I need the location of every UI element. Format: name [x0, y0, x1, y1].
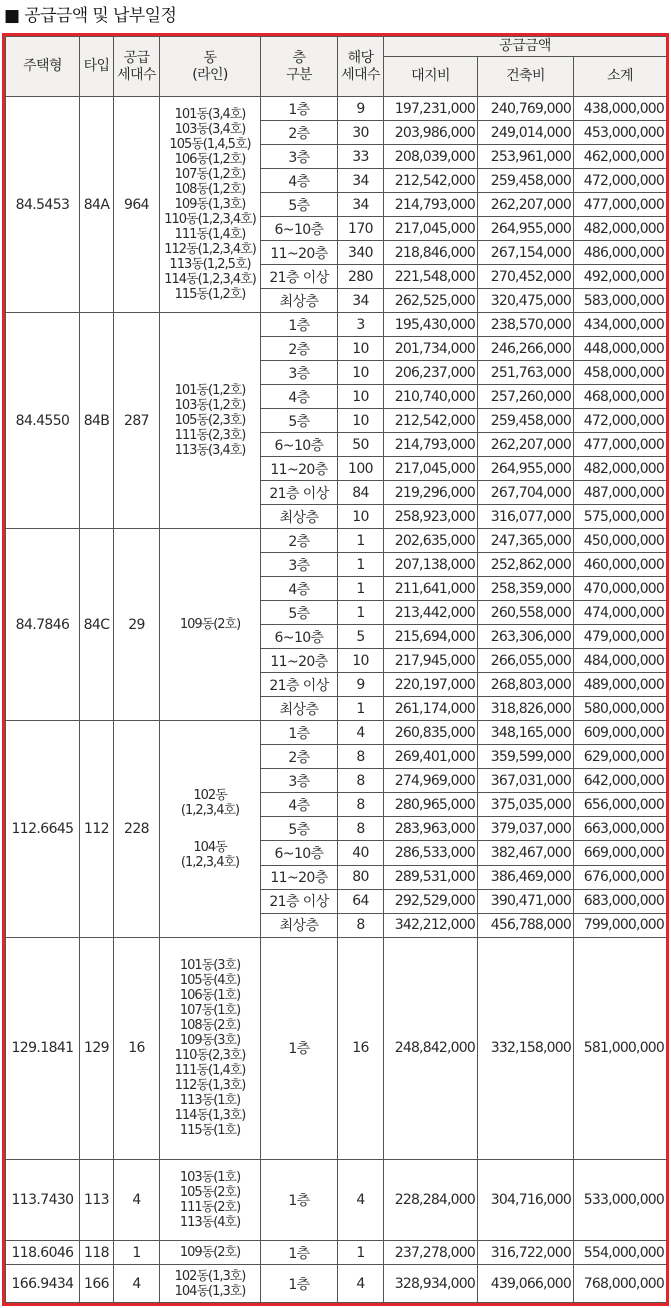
type-cell: 84C [80, 529, 114, 721]
supply-households-cell: 228 [114, 721, 160, 937]
floor-group-cell: 4층 [261, 385, 338, 409]
construction-cost-cell: 251,763,000 [478, 361, 574, 385]
floor-group-cell: 4층 [261, 169, 338, 193]
building-line-entry: 114동(1,3호) [174, 1108, 246, 1124]
floor-group-cell: 21층 이상 [261, 889, 338, 913]
floor-group-cell: 4층 [261, 577, 338, 601]
floor-group-cell: 1층 [261, 1241, 338, 1265]
building-line-entry: 109동(2호) [179, 617, 241, 633]
construction-cost-cell: 240,769,000 [478, 97, 574, 121]
applicable-households-cell: 34 [338, 169, 384, 193]
building-line-entry: 113동(1호) [179, 1093, 241, 1109]
construction-cost-cell: 262,207,000 [478, 193, 574, 217]
applicable-households-cell: 8 [338, 793, 384, 817]
land-cost-cell: 262,525,000 [384, 289, 478, 313]
construction-cost-cell: 367,031,000 [478, 769, 574, 793]
applicable-households-cell: 16 [338, 937, 384, 1160]
building-line-entry: 109동(1,3호) [174, 197, 246, 213]
building-line-entry: 105동(1,4,5호) [169, 137, 251, 153]
floor-group-cell: 2층 [261, 529, 338, 553]
subtotal-cell: 477,000,000 [574, 433, 667, 457]
subtotal-cell: 575,000,000 [574, 505, 667, 529]
construction-cost-cell: 264,955,000 [478, 457, 574, 481]
land-cost-cell: 207,138,000 [384, 553, 478, 577]
building-line-cell [160, 97, 261, 313]
construction-cost-cell: 264,955,000 [478, 217, 574, 241]
header-supply-amount: 공급금액 [384, 37, 667, 57]
building-line-entry: 109동(2호) [179, 1245, 241, 1261]
applicable-households-cell: 10 [338, 361, 384, 385]
header-building-line: 동 (라인) [160, 37, 261, 97]
land-cost-cell: 217,045,000 [384, 217, 478, 241]
construction-cost-cell: 318,826,000 [478, 697, 574, 721]
table-row [6, 1265, 667, 1303]
building-line-entry: 109동(3호) [179, 1033, 241, 1049]
construction-cost-cell: 246,266,000 [478, 337, 574, 361]
building-line-entry: 102동 [193, 787, 227, 803]
supply-households-cell: 29 [114, 529, 160, 721]
subtotal-cell: 676,000,000 [574, 865, 667, 889]
floor-group-cell: 1층 [261, 1265, 338, 1303]
floor-group-cell: 6~10층 [261, 433, 338, 457]
construction-cost-cell: 238,570,000 [478, 313, 574, 337]
applicable-households-cell: 10 [338, 649, 384, 673]
supply-households-cell: 1 [114, 1241, 160, 1265]
land-cost-cell: 211,641,000 [384, 577, 478, 601]
floor-group-cell: 2층 [261, 337, 338, 361]
applicable-households-cell: 64 [338, 889, 384, 913]
subtotal-cell: 642,000,000 [574, 769, 667, 793]
building-line-cell [160, 721, 261, 937]
applicable-households-cell: 30 [338, 121, 384, 145]
area-cell: 84.7846 [6, 529, 80, 721]
building-line-cell [160, 937, 261, 1160]
land-cost-cell: 286,533,000 [384, 841, 478, 865]
area-cell: 84.4550 [6, 313, 80, 529]
construction-cost-cell: 316,722,000 [478, 1241, 574, 1265]
applicable-households-cell: 1 [338, 529, 384, 553]
area-cell: 113.7430 [6, 1160, 80, 1241]
header-housing-type: 주택형 [6, 37, 80, 97]
applicable-households-cell: 1 [338, 577, 384, 601]
building-line-cell [160, 1265, 261, 1303]
subtotal-cell: 583,000,000 [574, 289, 667, 313]
floor-group-cell: 11~20층 [261, 865, 338, 889]
floor-group-cell: 6~10층 [261, 217, 338, 241]
floor-group-cell: 11~20층 [261, 457, 338, 481]
applicable-households-cell: 4 [338, 721, 384, 745]
table-body [6, 97, 667, 1303]
applicable-households-cell: 33 [338, 145, 384, 169]
floor-group-cell: 2층 [261, 745, 338, 769]
building-line-cell [160, 1160, 261, 1241]
applicable-households-cell: 170 [338, 217, 384, 241]
floor-group-cell: 6~10층 [261, 841, 338, 865]
construction-cost-cell: 320,475,000 [478, 289, 574, 313]
applicable-households-cell: 1 [338, 1241, 384, 1265]
subtotal-cell: 482,000,000 [574, 217, 667, 241]
construction-cost-cell: 259,458,000 [478, 169, 574, 193]
floor-group-cell: 5층 [261, 601, 338, 625]
building-line-entry: 111동(2,3호) [174, 428, 246, 444]
building-line-entry: 113동(3,4호) [174, 443, 246, 459]
construction-cost-cell: 268,803,000 [478, 673, 574, 697]
applicable-households-cell: 10 [338, 385, 384, 409]
floor-group-cell: 3층 [261, 361, 338, 385]
area-cell: 84.5453 [6, 97, 80, 313]
floor-group-cell: 3층 [261, 769, 338, 793]
land-cost-cell: 260,835,000 [384, 721, 478, 745]
building-line-entry: 104동(1,3호) [174, 1283, 246, 1299]
subtotal-cell: 479,000,000 [574, 625, 667, 649]
subtotal-cell: 799,000,000 [574, 913, 667, 937]
construction-cost-cell: 262,207,000 [478, 433, 574, 457]
supply-households-cell: 287 [114, 313, 160, 529]
subtotal-cell: 484,000,000 [574, 649, 667, 673]
supply-price-table-frame [2, 33, 669, 1306]
applicable-households-cell: 4 [338, 1160, 384, 1241]
type-cell: 113 [80, 1160, 114, 1241]
building-line-entry: 103동(3,4호) [174, 122, 246, 138]
type-cell: 84A [80, 97, 114, 313]
land-cost-cell: 217,045,000 [384, 457, 478, 481]
applicable-households-cell: 9 [338, 97, 384, 121]
applicable-households-cell: 8 [338, 745, 384, 769]
land-cost-cell: 202,635,000 [384, 529, 478, 553]
subtotal-cell: 669,000,000 [574, 841, 667, 865]
subtotal-cell: 489,000,000 [574, 673, 667, 697]
applicable-households-cell: 10 [338, 505, 384, 529]
floor-group-cell: 5층 [261, 193, 338, 217]
construction-cost-cell: 257,260,000 [478, 385, 574, 409]
floor-group-cell: 11~20층 [261, 241, 338, 265]
table-row [6, 97, 667, 121]
table-row [6, 937, 667, 1160]
subtotal-cell: 629,000,000 [574, 745, 667, 769]
floor-group-cell: 1층 [261, 721, 338, 745]
building-line-entry: 105동(4호) [179, 973, 241, 989]
floor-group-cell: 1층 [261, 1160, 338, 1241]
floor-group-cell: 최상층 [261, 697, 338, 721]
header-construction-cost: 건축비 [478, 57, 574, 97]
land-cost-cell: 197,231,000 [384, 97, 478, 121]
construction-cost-cell: 267,704,000 [478, 481, 574, 505]
building-line-cell [160, 313, 261, 529]
floor-group-cell: 2층 [261, 121, 338, 145]
applicable-households-cell: 50 [338, 433, 384, 457]
floor-group-cell: 1층 [261, 97, 338, 121]
building-line-entry: 105동(2호) [179, 1185, 241, 1201]
building-line-entry: 112동(1,3호) [174, 1078, 246, 1094]
land-cost-cell: 219,296,000 [384, 481, 478, 505]
subtotal-cell: 533,000,000 [574, 1160, 667, 1241]
floor-group-cell: 최상층 [261, 913, 338, 937]
construction-cost-cell: 267,154,000 [478, 241, 574, 265]
construction-cost-cell: 456,788,000 [478, 913, 574, 937]
land-cost-cell: 195,430,000 [384, 313, 478, 337]
applicable-households-cell: 8 [338, 913, 384, 937]
land-cost-cell: 210,740,000 [384, 385, 478, 409]
building-line-entry: 110동(2,3호) [174, 1048, 246, 1064]
applicable-households-cell: 80 [338, 865, 384, 889]
applicable-households-cell: 340 [338, 241, 384, 265]
applicable-households-cell: 8 [338, 817, 384, 841]
table-row [6, 721, 667, 745]
subtotal-cell: 458,000,000 [574, 361, 667, 385]
applicable-households-cell: 10 [338, 337, 384, 361]
land-cost-cell: 283,963,000 [384, 817, 478, 841]
supply-households-cell: 4 [114, 1160, 160, 1241]
subtotal-cell: 460,000,000 [574, 553, 667, 577]
construction-cost-cell: 359,599,000 [478, 745, 574, 769]
construction-cost-cell: 266,055,000 [478, 649, 574, 673]
subtotal-cell: 487,000,000 [574, 481, 667, 505]
building-line-entry: 106동(1호) [179, 988, 241, 1004]
land-cost-cell: 212,542,000 [384, 409, 478, 433]
building-line-entry: 101동(3호) [179, 958, 241, 974]
building-line-entry: 111동(1,4호) [174, 227, 246, 243]
land-cost-cell: 292,529,000 [384, 889, 478, 913]
area-cell: 166.9434 [6, 1265, 80, 1303]
applicable-households-cell: 34 [338, 193, 384, 217]
floor-group-cell: 6~10층 [261, 625, 338, 649]
area-cell: 112.6645 [6, 721, 80, 937]
land-cost-cell: 228,284,000 [384, 1160, 478, 1241]
subtotal-cell: 470,000,000 [574, 577, 667, 601]
subtotal-cell: 477,000,000 [574, 193, 667, 217]
land-cost-cell: 328,934,000 [384, 1265, 478, 1303]
applicable-households-cell: 100 [338, 457, 384, 481]
land-cost-cell: 221,548,000 [384, 265, 478, 289]
header-subtotal: 소계 [574, 57, 667, 97]
building-line-entry: 112동(1,2,3,4호) [164, 242, 256, 258]
construction-cost-cell: 249,014,000 [478, 121, 574, 145]
header-supply-households: 공급 세대수 [114, 37, 160, 97]
header-land-cost: 대지비 [384, 57, 478, 97]
land-cost-cell: 201,734,000 [384, 337, 478, 361]
subtotal-cell: 663,000,000 [574, 817, 667, 841]
subtotal-cell: 581,000,000 [574, 937, 667, 1160]
construction-cost-cell: 382,467,000 [478, 841, 574, 865]
construction-cost-cell: 247,365,000 [478, 529, 574, 553]
construction-cost-cell: 439,066,000 [478, 1265, 574, 1303]
floor-group-cell: 5층 [261, 409, 338, 433]
land-cost-cell: 206,237,000 [384, 361, 478, 385]
construction-cost-cell: 253,961,000 [478, 145, 574, 169]
applicable-households-cell: 4 [338, 1265, 384, 1303]
subtotal-cell: 768,000,000 [574, 1265, 667, 1303]
building-line-entry: 113동(1,2,5호) [169, 257, 251, 273]
type-cell: 129 [80, 937, 114, 1160]
construction-cost-cell: 332,158,000 [478, 937, 574, 1160]
subtotal-cell: 438,000,000 [574, 97, 667, 121]
building-line-entry: 102동(1,3호) [174, 1268, 246, 1284]
subtotal-cell: 609,000,000 [574, 721, 667, 745]
construction-cost-cell: 304,716,000 [478, 1160, 574, 1241]
applicable-households-cell: 10 [338, 409, 384, 433]
subtotal-cell: 472,000,000 [574, 409, 667, 433]
building-line-entry: 107동(1호) [179, 1003, 241, 1019]
type-cell: 112 [80, 721, 114, 937]
floor-group-cell: 최상층 [261, 289, 338, 313]
land-cost-cell: 203,986,000 [384, 121, 478, 145]
header-type: 타입 [80, 37, 114, 97]
applicable-households-cell: 9 [338, 673, 384, 697]
subtotal-cell: 434,000,000 [574, 313, 667, 337]
subtotal-cell: 492,000,000 [574, 265, 667, 289]
subtotal-cell: 474,000,000 [574, 601, 667, 625]
construction-cost-cell: 259,458,000 [478, 409, 574, 433]
building-line-cell [160, 1241, 261, 1265]
subtotal-cell: 450,000,000 [574, 529, 667, 553]
applicable-households-cell: 8 [338, 769, 384, 793]
land-cost-cell: 208,039,000 [384, 145, 478, 169]
supply-households-cell: 16 [114, 937, 160, 1160]
building-line-entry: 106동(1,2호) [174, 152, 246, 168]
land-cost-cell: 214,793,000 [384, 433, 478, 457]
subtotal-cell: 486,000,000 [574, 241, 667, 265]
subtotal-cell: 554,000,000 [574, 1241, 667, 1265]
building-line-entry: 111동(2호) [179, 1200, 241, 1216]
table-row [6, 1160, 667, 1241]
type-cell: 118 [80, 1241, 114, 1265]
land-cost-cell: 342,212,000 [384, 913, 478, 937]
subtotal-cell: 683,000,000 [574, 889, 667, 913]
subtotal-cell: 656,000,000 [574, 793, 667, 817]
type-cell: 84B [80, 313, 114, 529]
area-cell: 129.1841 [6, 937, 80, 1160]
table-row [6, 529, 667, 553]
applicable-households-cell: 84 [338, 481, 384, 505]
building-line-entry: 114동(1,2,3,4호) [164, 272, 256, 288]
construction-cost-cell: 375,035,000 [478, 793, 574, 817]
building-line-entry: 113동(4호) [179, 1215, 241, 1231]
floor-group-cell: 5층 [261, 817, 338, 841]
building-line-entry: 107동(1,2호) [174, 167, 246, 183]
land-cost-cell: 248,842,000 [384, 937, 478, 1160]
construction-cost-cell: 263,306,000 [478, 625, 574, 649]
construction-cost-cell: 386,469,000 [478, 865, 574, 889]
land-cost-cell: 237,278,000 [384, 1241, 478, 1265]
building-line-entry: 103동(1호) [179, 1170, 241, 1186]
applicable-households-cell: 5 [338, 625, 384, 649]
building-line-entry: 101동(1,2호) [174, 383, 246, 399]
applicable-households-cell: 3 [338, 313, 384, 337]
land-cost-cell: 280,965,000 [384, 793, 478, 817]
page-title: ■ 공급금액 및 납부일정 [4, 6, 177, 26]
subtotal-cell: 482,000,000 [574, 457, 667, 481]
construction-cost-cell: 348,165,000 [478, 721, 574, 745]
supply-households-cell: 4 [114, 1265, 160, 1303]
subtotal-cell: 472,000,000 [574, 169, 667, 193]
building-line-entry: 110동(1,2,3,4호) [164, 212, 256, 228]
land-cost-cell: 220,197,000 [384, 673, 478, 697]
area-cell: 118.6046 [6, 1241, 80, 1265]
table-row [6, 313, 667, 337]
construction-cost-cell: 258,359,000 [478, 577, 574, 601]
supply-price-table [5, 36, 667, 1303]
land-cost-cell: 274,969,000 [384, 769, 478, 793]
building-line-entry: 105동(2,3호) [174, 413, 246, 429]
subtotal-cell: 468,000,000 [574, 385, 667, 409]
table-header [6, 37, 667, 97]
applicable-households-cell: 1 [338, 601, 384, 625]
header-floor-group: 층 구분 [261, 37, 338, 97]
applicable-households-cell: 34 [338, 289, 384, 313]
floor-group-cell: 21층 이상 [261, 481, 338, 505]
construction-cost-cell: 379,037,000 [478, 817, 574, 841]
construction-cost-cell: 316,077,000 [478, 505, 574, 529]
floor-group-cell: 4층 [261, 793, 338, 817]
supply-households-cell: 964 [114, 97, 160, 313]
floor-group-cell: 3층 [261, 145, 338, 169]
subtotal-cell: 462,000,000 [574, 145, 667, 169]
applicable-households-cell: 1 [338, 697, 384, 721]
land-cost-cell: 289,531,000 [384, 865, 478, 889]
applicable-households-cell: 40 [338, 841, 384, 865]
land-cost-cell: 213,442,000 [384, 601, 478, 625]
land-cost-cell: 212,542,000 [384, 169, 478, 193]
building-line-entry: 111동(1,4호) [174, 1063, 246, 1079]
floor-group-cell: 1층 [261, 937, 338, 1160]
building-line-entry: 108동(1,2호) [174, 182, 246, 198]
land-cost-cell: 214,793,000 [384, 193, 478, 217]
building-line-entry: 115동(1호) [179, 1123, 241, 1139]
floor-group-cell: 1층 [261, 313, 338, 337]
land-cost-cell: 217,945,000 [384, 649, 478, 673]
construction-cost-cell: 252,862,000 [478, 553, 574, 577]
table-row [6, 1241, 667, 1265]
building-line-entry: (1,2,3,4호) [180, 854, 240, 870]
construction-cost-cell: 270,452,000 [478, 265, 574, 289]
type-cell: 166 [80, 1265, 114, 1303]
subtotal-cell: 580,000,000 [574, 697, 667, 721]
land-cost-cell: 258,923,000 [384, 505, 478, 529]
applicable-households-cell: 1 [338, 553, 384, 577]
construction-cost-cell: 260,558,000 [478, 601, 574, 625]
building-line-entry: (1,2,3,4호) [180, 802, 240, 818]
floor-group-cell: 3층 [261, 553, 338, 577]
building-line-entry: 103동(1,2호) [174, 398, 246, 414]
building-line-cell [160, 529, 261, 721]
header-applicable-households: 해당 세대수 [338, 37, 384, 97]
floor-group-cell: 11~20층 [261, 649, 338, 673]
building-line-entry [160, 818, 260, 840]
building-line-entry: 101동(3,4호) [174, 107, 246, 123]
building-line-entry: 115동(1,2호) [174, 287, 246, 303]
floor-group-cell: 21층 이상 [261, 265, 338, 289]
construction-cost-cell: 390,471,000 [478, 889, 574, 913]
building-line-entry: 108동(2호) [179, 1018, 241, 1034]
building-line-entry: 104동 [193, 839, 227, 855]
subtotal-cell: 448,000,000 [574, 337, 667, 361]
floor-group-cell: 21층 이상 [261, 673, 338, 697]
floor-group-cell: 최상층 [261, 505, 338, 529]
land-cost-cell: 261,174,000 [384, 697, 478, 721]
land-cost-cell: 269,401,000 [384, 745, 478, 769]
land-cost-cell: 215,694,000 [384, 625, 478, 649]
applicable-households-cell: 280 [338, 265, 384, 289]
land-cost-cell: 218,846,000 [384, 241, 478, 265]
subtotal-cell: 453,000,000 [574, 121, 667, 145]
